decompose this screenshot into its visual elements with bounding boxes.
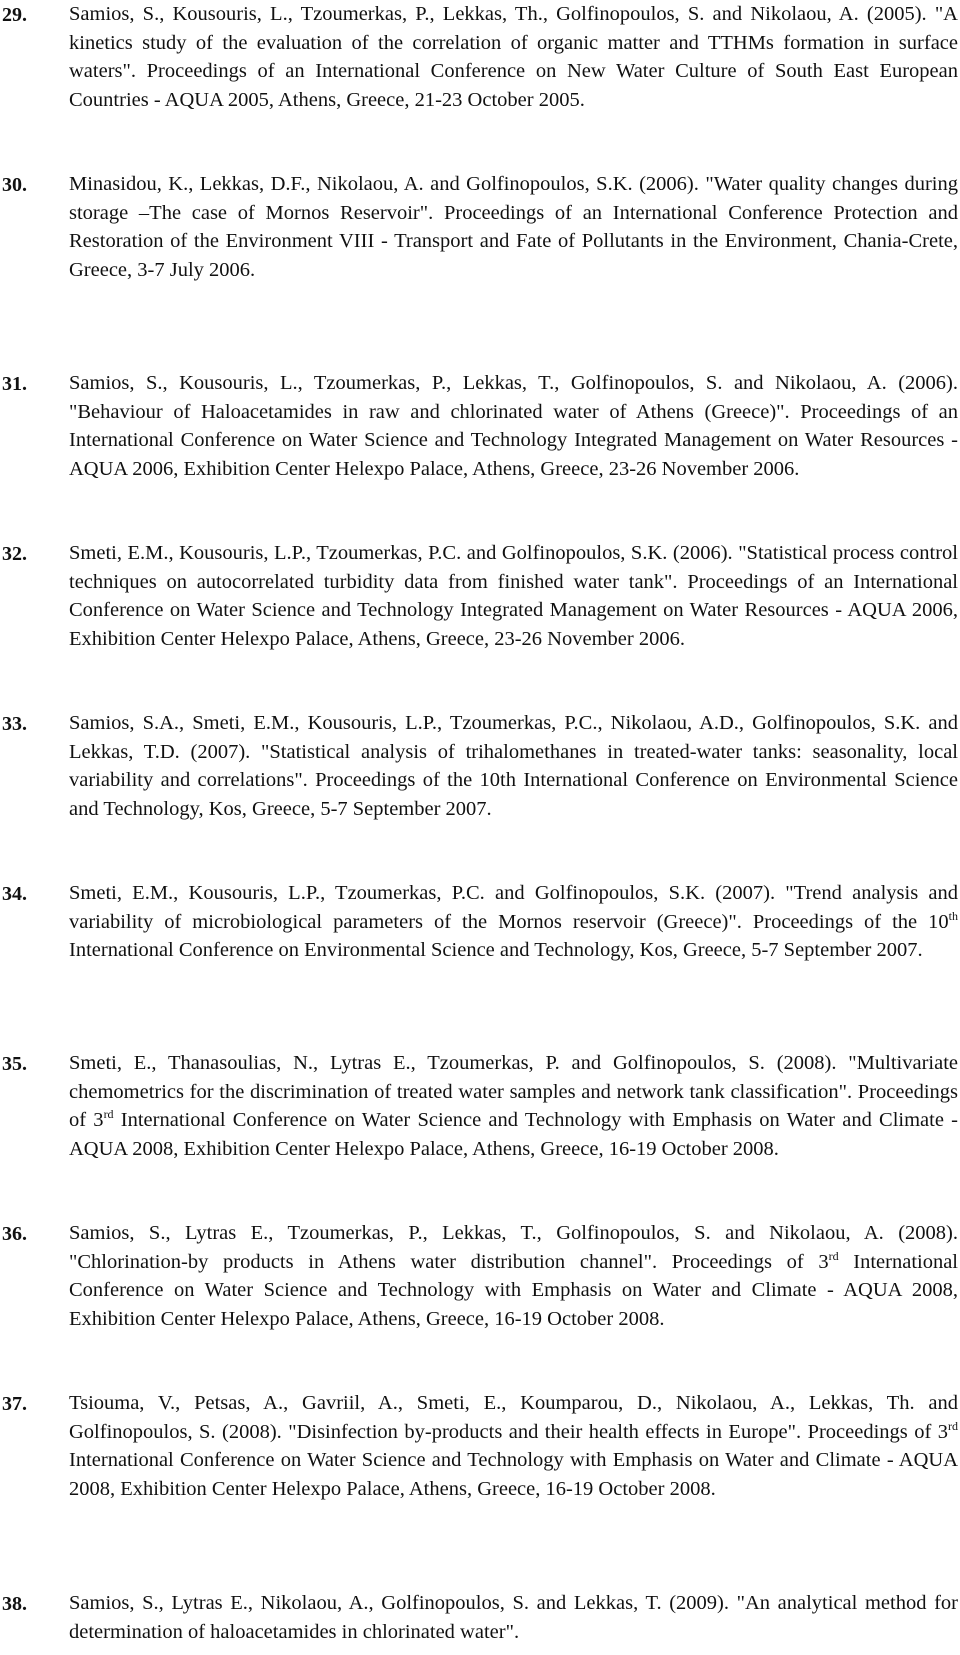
reference-number: 35.	[2, 1053, 27, 1075]
reference-number: 33.	[2, 713, 27, 735]
reference-number: 31.	[2, 373, 27, 395]
reference-number: 38.	[2, 1593, 27, 1615]
reference-number: 32.	[2, 543, 27, 565]
reference-number: 36.	[2, 1223, 27, 1245]
reference-text: Smeti, E.M., Kousouris, L.P., Tzoumerkas, P.C. and Golfinopoulos, S.K. (2006). "Statistical process control techniques on autocorrelated turbidity data from finished water tank". Proceedings of an International Conference on Water Science and Technology Integrated Management on Water Resources - AQUA 2006, Exhibition Center Helexpo Palace, Athens, Greece, 23-26 November 2006.	[69, 542, 958, 650]
reference-text: Smeti, E., Thanasoulias, N., Lytras E., Tzoumerkas, P. and Golfinopoulos, S. (2008). "Multivariate chemometrics for the discrimination of treated water samples and network tank classification". Proceedings of 3rd International Conference on Water Science and Technology with Emphasis on Water and Climate - AQUA 2008, Exhibition Center Helexpo Palace, Athens, Greece, 16-19 October 2008.	[69, 1052, 959, 1160]
reference-text: Samios, S., Lytras E., Tzoumerkas, P., Lekkas, T., Golfinopoulos, S. and Nikolaou, A. (2008). "Chlorination-by products in Athens water distribution channel". Proceedings of 3rd International Conference on Water Science and Technology with Emphasis on Water and Climate - AQUA 2008, Exhibition Center Helexpo Palace, Athens, Greece, 16-19 October 2008.	[69, 1222, 959, 1330]
reference-number: 29.	[2, 4, 27, 26]
reference-number: 30.	[2, 174, 27, 196]
reference-number: 37.	[2, 1393, 27, 1415]
reference-text: Smeti, E.M., Kousouris, L.P., Tzoumerkas, P.C. and Golfinopoulos, S.K. (2007). "Trend analysis and variability of microbiological parameters of the Mornos reservoir (Greece)". Proceedings of the 10th International Conference on Environmental Science and Technology, Kos, Greece, 5-7 September 2007.	[69, 882, 958, 962]
reference-text: Samios, S., Lytras E., Nikolaou, A., Golfinopoulos, S. and Lekkas, T. (2009). "An analytical method for determination of haloacetamides in chlorinated water".	[69, 1592, 958, 1643]
reference-number: 34.	[2, 883, 27, 905]
reference-text: Samios, S., Kousouris, L., Tzoumerkas, P., Lekkas, Th., Golfinopoulos, S. and Nikolaou, A. (2005). "A kinetics study of the evaluation of the correlation of organic matter and TTHMs formation in surface waters". Proceedings of an International Conference on New Water Culture of South East European Countries - AQUA 2005, Athens, Greece, 21-23 October 2005.	[69, 3, 958, 111]
reference-text: Tsiouma, V., Petsas, A., Gavriil, A., Smeti, E., Koumparou, D., Nikolaou, A., Lekkas, Th. and Golfinopoulos, S. (2008). "Disinfection by-products and their health effects in Europe". Proceedings of 3rd International Conference on Water Science and Technology with Emphasis on Water and Climate - AQUA 2008, Exhibition Center Helexpo Palace, Athens, Greece, 16-19 October 2008.	[69, 1392, 958, 1500]
reference-text: Minasidou, K., Lekkas, D.F., Nikolaou, A. and Golfinopoulos, S.K. (2006). "Water quality changes during storage –The case of Mornos Reservoir". Proceedings of an International Conference Protection and Restoration of the Environment VIII - Transport and Fate of Pollutants in the Environment, Chania-Crete, Greece, 3-7 July 2006.	[69, 173, 958, 281]
reference-text: Samios, S., Kousouris, L., Tzoumerkas, P., Lekkas, T., Golfinopoulos, S. and Nikolaou, A. (2006). "Behaviour of Haloacetamides in raw and chlorinated water of Athens (Greece)". Proceedings of an International Conference on Water Science and Technology Integrated Management on Water Resources - AQUA 2006, Exhibition Center Helexpo Palace, Athens, Greece, 23-26 November 2006.	[69, 372, 958, 480]
reference-text: Samios, S.A., Smeti, E.M., Kousouris, L.P., Tzoumerkas, P.C., Nikolaou, A.D., Golfinopoulos, S.K. and Lekkas, T.D. (2007). "Statistical analysis of trihalomethanes in treated-water tanks: seasonality, local variability and correlations". Proceedings of the 10th International Conference on Environmental Science and Technology, Kos, Greece, 5-7 September 2007.	[69, 712, 958, 820]
